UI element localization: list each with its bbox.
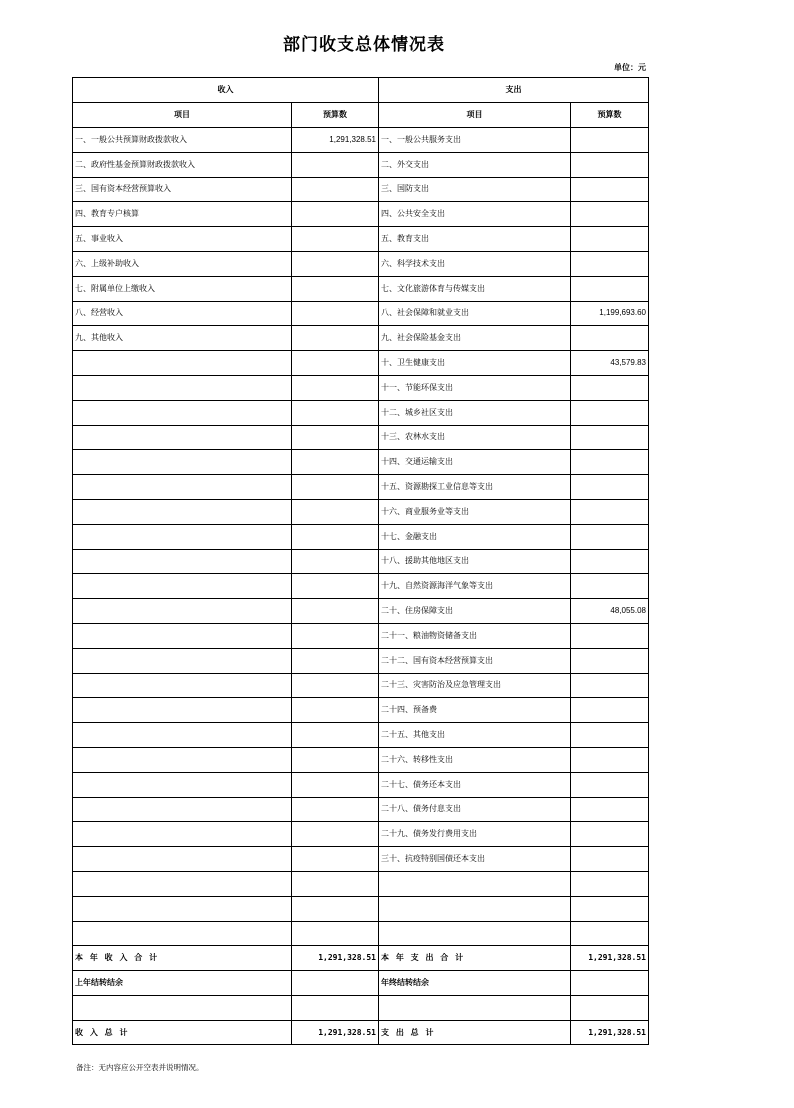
income-budget-cell [292, 723, 379, 748]
income-budget-cell [292, 450, 379, 475]
table-row [73, 425, 649, 450]
income-item-cell [73, 599, 292, 624]
expense-item-cell: 七、文化旅游体育与传媒支出 [379, 276, 571, 301]
page-title: 部门收支总体情况表 [283, 35, 445, 55]
expense-item-cell: 二十六、转移性支出 [379, 747, 571, 772]
expense-budget-cell [571, 177, 649, 202]
expense-item-cell: 十四、交通运输支出 [379, 450, 571, 475]
expense-item-cell: 十一、节能环保支出 [379, 375, 571, 400]
expense-budget-cell [571, 128, 649, 153]
income-budget-cell [292, 251, 379, 276]
table-row [73, 723, 649, 748]
income-item-cell [73, 425, 292, 450]
expense-item-cell: 六、科学技术支出 [379, 251, 571, 276]
column-header-row [73, 103, 649, 128]
table-row [73, 499, 649, 524]
expense-item-cell: 二十、住房保障支出 [379, 599, 571, 624]
income-budget-cell [292, 475, 379, 500]
income-item-cell [73, 871, 292, 896]
expense-budget-cell [571, 152, 649, 177]
income-item-cell [73, 524, 292, 549]
income-budget-cell [292, 673, 379, 698]
income-budget-cell [292, 276, 379, 301]
expense-budget-cell [571, 400, 649, 425]
table-row [73, 822, 649, 847]
income-item-cell: 七、附属单位上缴收入 [73, 276, 292, 301]
table-row [73, 524, 649, 549]
income-budget-cell [292, 747, 379, 772]
income-item-cell [73, 772, 292, 797]
income-item-cell [73, 375, 292, 400]
income-budget-cell [292, 698, 379, 723]
expense-item-cell: 五、教育支出 [379, 227, 571, 252]
expense-budget-cell [571, 202, 649, 227]
income-item-cell [73, 723, 292, 748]
income-item-cell [73, 400, 292, 425]
expense-item-cell: 八、社会保障和就业支出 [379, 301, 571, 326]
income-budget-cell [292, 623, 379, 648]
income-item-cell [73, 698, 292, 723]
income-budget-cell [292, 227, 379, 252]
expense-budget-cell [571, 524, 649, 549]
income-budget-cell [292, 648, 379, 673]
income-header: 收入 [73, 78, 379, 103]
table-row [73, 400, 649, 425]
table-row [73, 128, 649, 153]
income-item-cell [73, 450, 292, 475]
expense-budget-cell [571, 723, 649, 748]
carry-out-value [571, 971, 649, 996]
expense-item-cell: 二十三、灾害防治及应急管理支出 [379, 673, 571, 698]
expense-budget-cell [571, 822, 649, 847]
table-row [73, 475, 649, 500]
table-row [73, 450, 649, 475]
year-total-row [73, 946, 649, 971]
table-row [73, 648, 649, 673]
income-budget-cell [292, 499, 379, 524]
expense-item-cell: 十八、援助其他地区支出 [379, 549, 571, 574]
carry-in-value [292, 971, 379, 996]
expense-item-cell: 十、卫生健康支出 [379, 351, 571, 376]
income-item-cell: 二、政府性基金预算财政拨款收入 [73, 152, 292, 177]
table-row [73, 276, 649, 301]
expense-item-cell: 三、国防支出 [379, 177, 571, 202]
expense-item-cell: 十三、农林水支出 [379, 425, 571, 450]
income-item-cell [73, 673, 292, 698]
expense-item-cell: 二十五、其他支出 [379, 723, 571, 748]
expense-budget-cell [571, 921, 649, 946]
income-budget-header: 预算数 [292, 103, 379, 128]
table-row [73, 698, 649, 723]
table-row [73, 871, 649, 896]
expense-item-cell: 十七、金融支出 [379, 524, 571, 549]
blank-row [73, 995, 649, 1020]
income-item-header: 项目 [73, 103, 292, 128]
income-item-cell [73, 847, 292, 872]
table-row [73, 177, 649, 202]
income-grand-total-label: 收 入 总 计 [73, 1020, 292, 1045]
expense-item-cell: 三十、抗疫特别国债还本支出 [379, 847, 571, 872]
expense-budget-cell [571, 574, 649, 599]
income-item-cell [73, 475, 292, 500]
expense-budget-cell [571, 425, 649, 450]
expense-item-cell: 二十八、债务付息支出 [379, 797, 571, 822]
expense-budget-cell [571, 797, 649, 822]
income-item-cell [73, 574, 292, 599]
expense-item-cell [379, 871, 571, 896]
income-item-cell: 八、经营收入 [73, 301, 292, 326]
income-budget-cell [292, 202, 379, 227]
income-item-cell [73, 549, 292, 574]
income-grand-total-value: 1,291,328.51 [292, 1020, 379, 1045]
expense-budget-cell [571, 326, 649, 351]
section-header-row [73, 78, 649, 103]
expense-budget-cell [571, 475, 649, 500]
expense-item-cell: 二、外交支出 [379, 152, 571, 177]
table-row [73, 747, 649, 772]
income-budget-cell [292, 425, 379, 450]
income-budget-cell [292, 152, 379, 177]
expense-item-cell: 一、一般公共服务支出 [379, 128, 571, 153]
table-row [73, 673, 649, 698]
expense-budget-cell [571, 251, 649, 276]
expense-item-header: 项目 [379, 103, 571, 128]
income-budget-cell: 1,291,328.51 [292, 128, 379, 153]
expense-budget-cell [571, 648, 649, 673]
income-item-cell [73, 351, 292, 376]
expense-budget-cell [571, 375, 649, 400]
grand-total-row [73, 1020, 649, 1045]
expense-budget-cell [571, 698, 649, 723]
income-budget-cell [292, 797, 379, 822]
expense-budget-cell [571, 499, 649, 524]
income-item-cell [73, 896, 292, 921]
expense-budget-cell [571, 772, 649, 797]
income-item-cell [73, 822, 292, 847]
expense-budget-cell [571, 896, 649, 921]
expense-budget-cell: 48,055.08 [571, 599, 649, 624]
expense-item-cell: 十二、城乡社区支出 [379, 400, 571, 425]
income-item-cell [73, 499, 292, 524]
table-row [73, 599, 649, 624]
table-row [73, 921, 649, 946]
table-row [73, 797, 649, 822]
income-item-cell: 九、其他收入 [73, 326, 292, 351]
income-budget-cell [292, 871, 379, 896]
expense-item-cell: 二十一、粮油物资储备支出 [379, 623, 571, 648]
income-budget-cell [292, 574, 379, 599]
expense-item-cell [379, 921, 571, 946]
income-item-cell: 四、教育专户核算 [73, 202, 292, 227]
carry-over-row [73, 971, 649, 996]
income-item-cell: 三、国有资本经营预算收入 [73, 177, 292, 202]
expense-item-cell: 十六、商业服务业等支出 [379, 499, 571, 524]
expense-budget-cell [571, 747, 649, 772]
income-item-cell [73, 623, 292, 648]
expense-item-cell: 二十四、预备费 [379, 698, 571, 723]
expense-grand-total-value: 1,291,328.51 [571, 1020, 649, 1045]
table-row [73, 623, 649, 648]
income-budget-cell [292, 375, 379, 400]
table-row [73, 202, 649, 227]
income-budget-cell [292, 549, 379, 574]
expense-budget-cell [571, 276, 649, 301]
expense-budget-cell [571, 847, 649, 872]
income-budget-cell [292, 921, 379, 946]
income-item-cell: 一、一般公共预算财政拨款收入 [73, 128, 292, 153]
footnote: 备注：无内容应公开空表并说明情况。 [76, 1063, 204, 1072]
table-row [73, 375, 649, 400]
carry-out-label: 年终结转结余 [379, 971, 571, 996]
expense-budget-cell [571, 623, 649, 648]
table-row [73, 574, 649, 599]
expense-item-cell: 二十二、国有资本经营预算支出 [379, 648, 571, 673]
table-row [73, 549, 649, 574]
expense-budget-cell: 1,199,693.60 [571, 301, 649, 326]
year-income-total-label: 本 年 收 入 合 计 [73, 946, 292, 971]
expense-budget-cell: 43,579.83 [571, 351, 649, 376]
income-budget-cell [292, 326, 379, 351]
table-row [73, 152, 649, 177]
expense-budget-cell [571, 871, 649, 896]
table-row [73, 772, 649, 797]
table-row [73, 251, 649, 276]
income-budget-cell [292, 301, 379, 326]
unit-label: 单位：元 [614, 63, 646, 72]
income-item-cell: 五、事业收入 [73, 227, 292, 252]
income-budget-cell [292, 351, 379, 376]
expense-budget-header: 预算数 [571, 103, 649, 128]
budget-table [72, 77, 649, 1045]
income-budget-cell [292, 847, 379, 872]
expense-item-cell [379, 896, 571, 921]
expense-item-cell: 十九、自然资源海洋气象等支出 [379, 574, 571, 599]
expense-item-cell: 九、社会保险基金支出 [379, 326, 571, 351]
income-budget-cell [292, 822, 379, 847]
income-item-cell [73, 921, 292, 946]
carry-in-label: 上年结转结余 [73, 971, 292, 996]
income-item-cell [73, 797, 292, 822]
expense-budget-cell [571, 673, 649, 698]
table-row [73, 896, 649, 921]
table-row [73, 351, 649, 376]
income-budget-cell [292, 599, 379, 624]
income-budget-cell [292, 524, 379, 549]
expense-grand-total-label: 支 出 总 计 [379, 1020, 571, 1045]
year-expense-total-value: 1,291,328.51 [571, 946, 649, 971]
income-item-cell [73, 747, 292, 772]
income-budget-cell [292, 772, 379, 797]
table-row [73, 301, 649, 326]
income-budget-cell [292, 177, 379, 202]
table-row [73, 227, 649, 252]
year-income-total-value: 1,291,328.51 [292, 946, 379, 971]
income-item-cell: 六、上级补助收入 [73, 251, 292, 276]
year-expense-total-label: 本 年 支 出 合 计 [379, 946, 571, 971]
expense-item-cell: 十五、资源勘探工业信息等支出 [379, 475, 571, 500]
income-budget-cell [292, 400, 379, 425]
table-row [73, 326, 649, 351]
expense-budget-cell [571, 227, 649, 252]
expense-item-cell: 二十七、债务还本支出 [379, 772, 571, 797]
expense-budget-cell [571, 450, 649, 475]
income-budget-cell [292, 896, 379, 921]
table-row [73, 847, 649, 872]
income-item-cell [73, 648, 292, 673]
expense-budget-cell [571, 549, 649, 574]
expense-header: 支出 [379, 78, 649, 103]
expense-item-cell: 四、公共安全支出 [379, 202, 571, 227]
expense-item-cell: 二十九、债务发行费用支出 [379, 822, 571, 847]
